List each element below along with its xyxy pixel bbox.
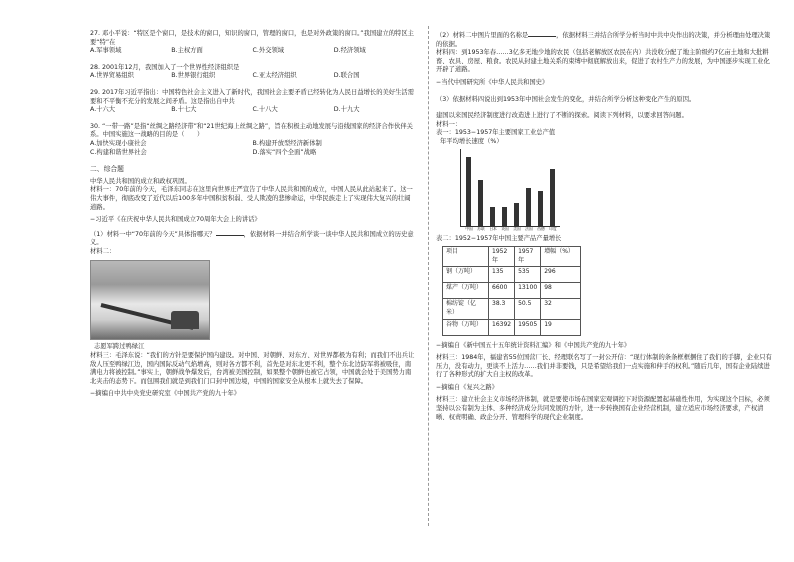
table-cell: 135: [489, 267, 515, 283]
table-header-cell: 增幅（%）: [541, 247, 581, 267]
material-1: 材料一：70年前的今天，毛泽东同志在这里向世界庄严宣告了中华人民共和国的成立，中国人民从此站起来了。这一伟大事件，彻底改变了近代以后100多年中国积贫积弱、受人欺凌的悲惨命运，中华民族走上了实现伟大复兴的壮阔道路。: [90, 186, 413, 211]
q30-option-c: C.构建和谐世界社会: [90, 148, 147, 156]
question-2: [436, 30, 776, 49]
table-cell: 谷物（万吨）: [443, 319, 489, 335]
answer-blank: [528, 30, 556, 37]
q29-option-b: B.十七大: [171, 106, 197, 114]
column-divider: [428, 26, 429, 526]
material-3: 材料三：毛泽东说：“我们的方针是要保护国内建设。对中国、对朝鲜、对东方、对世界都极为有利；而我们不出兵让敌人压至鸭绿江边，国内国际反动气焰增高，则对各方都不利，首先是对东北更不利，整个东北边防军将被吸住，南满电力将被控制。”事实上，朝鲜战争爆发后，台湾被美国控制，如果整个朝鲜也被它占领，中国就会处于美国势力南北夹击的态势下。而包围我们就是到我们门口封中国边境，中国的国家安全从根本上就失去了保障。: [90, 352, 415, 385]
table-header-cell: 1957年: [515, 247, 541, 267]
chart-bar: [502, 207, 507, 226]
q27-options: [90, 47, 415, 56]
table-cell: 棉纺锭（亿米）: [443, 299, 489, 319]
q27-option-a: A.军事领域: [90, 47, 122, 55]
chart-bar: [550, 169, 555, 226]
soldiers-shape: [171, 311, 199, 329]
table-cell: 钢（万吨）: [443, 267, 489, 283]
chart-x-label: 印度: [549, 225, 557, 231]
q27-stem: 27. 邓小平说：“特区是个窗口，是技术的窗口，知识的窗口，管理的窗口，也是对外政策的窗口。”我国建立的特区主要“特”在: [90, 30, 414, 46]
table-cell: 16392: [489, 319, 515, 335]
chart-bar: [526, 188, 531, 226]
q27-option-d: D.经济领域: [333, 47, 366, 55]
chart-x-label: 美国: [513, 225, 521, 231]
table-row: [443, 299, 581, 319]
question-2-tail: ，依据材料三并结合所学分析当时中共中央作出的决策，并分析理由处理决策的依据。: [436, 32, 771, 48]
question-1: [90, 229, 415, 248]
table-header-cell: 1952年: [489, 247, 515, 267]
q30-option-a: A.加快实现小康社会: [90, 139, 147, 147]
table-cell: 38.3: [489, 299, 515, 319]
q30-options: [90, 140, 415, 157]
table-row: [443, 267, 581, 283]
bar-chart: [460, 149, 560, 231]
material-6: 材料三：1984年，福建省55位国营厂长、经理联名写了一封公开信：“现行体制的条条框框捆住了我们的手脚，企业只有压力，没有动力，更谈不上活力……我们并非要钱，只是希望给我们一点实施和伸手的权利。”随后几年，国有企业陆续进行了各种形式的扩大自主权的改革。: [436, 354, 772, 379]
material-5-label: 材料一：: [436, 120, 462, 128]
table-cell: 98: [541, 283, 581, 299]
table-cell: 19505: [515, 319, 541, 335]
figure-1-subtitle: 年平均增长速度（%）: [440, 137, 503, 145]
table-row: [443, 283, 581, 299]
q29-option-a: A.十六大: [90, 106, 116, 114]
production-table: [442, 246, 581, 335]
q27-option-c: C.外交领域: [252, 47, 285, 55]
chart-x-label: 日本: [489, 225, 497, 231]
table-title: 表二：1952−1957年中国主要产品产量增长: [436, 234, 562, 242]
chart-bar: [466, 157, 471, 225]
table-cell: 13100: [515, 283, 541, 299]
question-2-text: （2）材料二中图片里面的名称是: [436, 32, 529, 39]
q28-option-d: D.联合国: [333, 72, 360, 80]
q28-option-c: C.亚太经济组织: [252, 72, 297, 80]
q27-option-b: B.主权方面: [171, 47, 203, 55]
table-cell: 296: [541, 267, 581, 283]
figure-1-title: 表一：1953−1957年主要国家工业总产值: [436, 129, 556, 137]
section-intro: 建国以来国民经济制度进行改造进上进行了不断的探索。阅读下列材料，以要求回答问题。: [436, 112, 688, 120]
q28-options: [90, 72, 415, 81]
table-cell: 煤产（万吨）: [443, 283, 489, 299]
q28-option-b: B.世界银行组织: [171, 72, 216, 80]
table-cell: 19: [541, 319, 581, 335]
q28-option-a: A.世界贸易组织: [90, 72, 134, 80]
right-column: [436, 30, 776, 422]
left-column: [90, 30, 415, 399]
table-source: −摘编自《新中国五十五年统计资料汇编》和《中国共产党的九十年》: [436, 341, 631, 349]
q30-option-b: B.构建开放型经济新体制: [252, 139, 322, 147]
chart-x-label: 西德: [537, 225, 545, 231]
q29-option-c: C.十八大: [252, 106, 278, 114]
chart-bar: [478, 180, 483, 226]
intro-text: 中华人民共和国的成立和政权巩固。: [90, 177, 191, 185]
question-1-text: （1）材料一中“70年前的今天”具体指哪天？: [90, 230, 216, 238]
material-4: 材料四：到1953年春……3亿多无地少地的农民（包括老解放区农民在内）共没收分配了地主阶级约7亿亩土地和大批耕畜、农具、房屋、粮食。农民从封建土地关系的束缚中彻底解放出来，促进了农村生产力的发展，为中国逐步实现工业化开辟了道路。: [436, 49, 770, 74]
table-cell: 50.5: [515, 299, 541, 319]
question-1-tail: ，依据材料一并结合所学谈一谈中华人民共和国成立的历史意义。: [90, 230, 414, 247]
q28-stem: 28. 2001年12月，我国加入了一个世界性经济组织是: [90, 63, 240, 71]
photo-caption: 志愿军跨过鸭绿江: [94, 343, 145, 351]
material-3-source: −摘编自中共中央党史研究室《中国共产党的九十年》: [90, 390, 241, 398]
volunteer-army-photo: [90, 260, 210, 340]
chart-x-label: 苏联: [477, 225, 485, 231]
table-header-cell: 项目: [443, 247, 489, 267]
table-cell: 535: [515, 267, 541, 283]
chart-bar: [514, 203, 519, 226]
question-3: （3）依据材料四说出到1953年中国社会发生的变化，并结合所学分析这种变化产生的原因。: [436, 95, 696, 103]
table-header-row: [443, 247, 581, 267]
material-6-source: −摘编自《复兴之路》: [436, 383, 498, 391]
chart-x-label: 法国: [525, 225, 533, 231]
q29-stem: 29. 2017年习近平指出：中国特色社会主义进入了新时代，我国社会主要矛盾已经转化为人民日益增长的美好生活需要和不平衡不充分的发展之间矛盾。这是指出自中共: [90, 88, 414, 105]
material-1-source: −习近平《在庆祝中华人民共和国成立70周年大会上的讲话》: [90, 216, 261, 224]
section-title: 二、综合题: [90, 165, 124, 174]
table-cell: 6600: [489, 283, 515, 299]
q30-stem: 30. “一带一路”是指“丝绸之路经济带”和“21世纪海上丝绸之路”，旨在积极主动地发展与沿线国家的经济合作伙伴关系。中国实施这一战略的目的是（ ）: [90, 122, 413, 139]
chart-bar: [538, 191, 543, 225]
q29-options: [90, 106, 415, 115]
table-row: [443, 319, 581, 335]
material-2-label: 材料二：: [90, 247, 116, 255]
chart-x-label: 英国: [501, 225, 509, 231]
q29-option-d: D.十九大: [333, 106, 360, 114]
chart-bar: [490, 207, 495, 226]
material-7: 材料三：建立社会主义市场经济体制，就是要使市场在国家宏观调控下对资源配置起基础性作用，为实现这个目标，必须坚持以公有制为主体、多种经济成分共同发展的方针，进一步转换国有企业经营机制，建立适应市场经济要求，产权清晰、权责明确、政企分开、管理科学的现代企业制度。: [436, 396, 770, 421]
material-4-source: −当代中国研究所《中华人民共和国史》: [436, 78, 549, 86]
q30-option-d: D.落实“四个全面”战略: [252, 148, 317, 156]
table-cell: 32: [541, 299, 581, 319]
answer-blank: [216, 229, 244, 236]
chart-x-label: 中国: [465, 225, 473, 231]
